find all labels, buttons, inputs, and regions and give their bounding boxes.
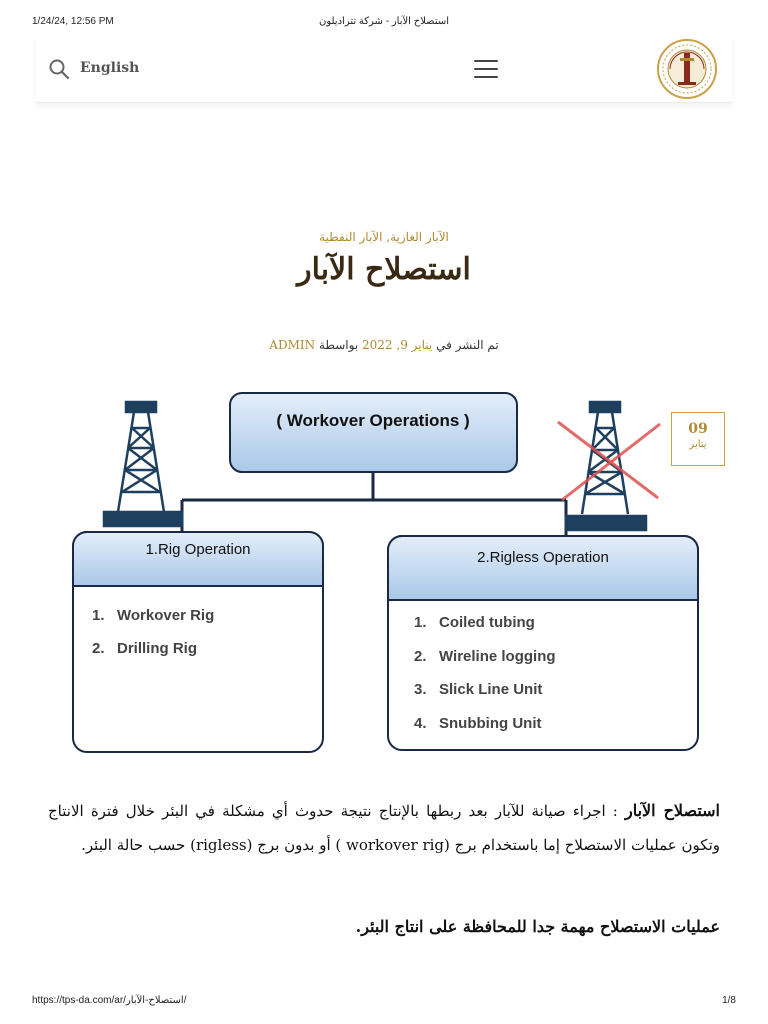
hamburger-icon-line <box>474 76 498 78</box>
meta-prefix: تم النشر في <box>436 338 499 352</box>
author-link[interactable]: ADMIN <box>269 338 316 352</box>
rig-operation-title: 1.Rig Operation <box>145 541 251 558</box>
post-date-link[interactable]: يناير 9, 2022 <box>362 338 433 352</box>
search-icon <box>48 58 70 80</box>
top-box <box>230 393 517 472</box>
rig-tower-icon <box>104 402 182 526</box>
rigless-operation-title: 2.Rigless Operation <box>477 549 609 566</box>
rigless-item: 1. Coiled tubing <box>414 614 535 631</box>
workover-operations-diagram <box>68 388 704 760</box>
hamburger-icon-line <box>474 68 498 70</box>
search-button[interactable] <box>48 58 70 80</box>
print-doc-title: استصلاح الآبار - شركة تتراديلون <box>318 16 450 27</box>
print-header <box>0 16 768 30</box>
print-url: https://tps-da.com/ar/استصلاح-الآبار/ <box>32 995 187 1006</box>
post-title: استصلاح الآبار <box>297 252 471 287</box>
rigless-item: 2. Wireline logging <box>414 648 556 665</box>
language-switch-link[interactable]: English <box>80 60 140 76</box>
date-badge-day: 09 <box>688 421 708 437</box>
rig-item: 1. Workover Rig <box>92 607 215 624</box>
print-footer <box>0 995 768 1009</box>
menu-button[interactable] <box>474 58 500 80</box>
print-datetime: 1/24/24, 12:56 PM <box>32 16 114 27</box>
article-paragraph-2: عمليات الاستصلاح مهمة جدا للمحافظة على انتاج البئر. <box>355 917 720 936</box>
article-paragraph-text: : اجراء صيانة للآبار بعد ربطها بالإنتاج نتيجة حدوث أي مشكلة في البئر خلال فترة الانتاج وتكون عمليات الاستصلاح إما باستخدام برج (workover rig ) أو بدون برج (rigless) حسب حالة البئر. <box>48 802 720 854</box>
crossed-rig-tower-icon <box>558 402 660 530</box>
date-badge-month: يناير <box>689 439 707 450</box>
rig-item: 2. Drilling Rig <box>92 640 198 657</box>
post-meta <box>0 338 768 352</box>
article-lead: استصلاح الآبار <box>625 801 720 820</box>
rigless-item: 3. Slick Line Unit <box>414 681 543 698</box>
date-badge <box>671 412 725 466</box>
hamburger-icon <box>474 60 498 62</box>
meta-by: بواسطة <box>318 338 359 352</box>
post-categories[interactable]: الآبار الغازية, الآبار النفطية <box>319 230 449 244</box>
article-paragraph <box>48 794 720 862</box>
company-logo[interactable] <box>656 38 718 100</box>
company-seal-icon <box>656 38 718 100</box>
print-page-number: 1/8 <box>722 995 736 1006</box>
rigless-item: 4. Snubbing Unit <box>414 715 542 732</box>
top-box-title: ( Workover Operations ) <box>276 411 470 430</box>
site-header <box>36 36 732 103</box>
